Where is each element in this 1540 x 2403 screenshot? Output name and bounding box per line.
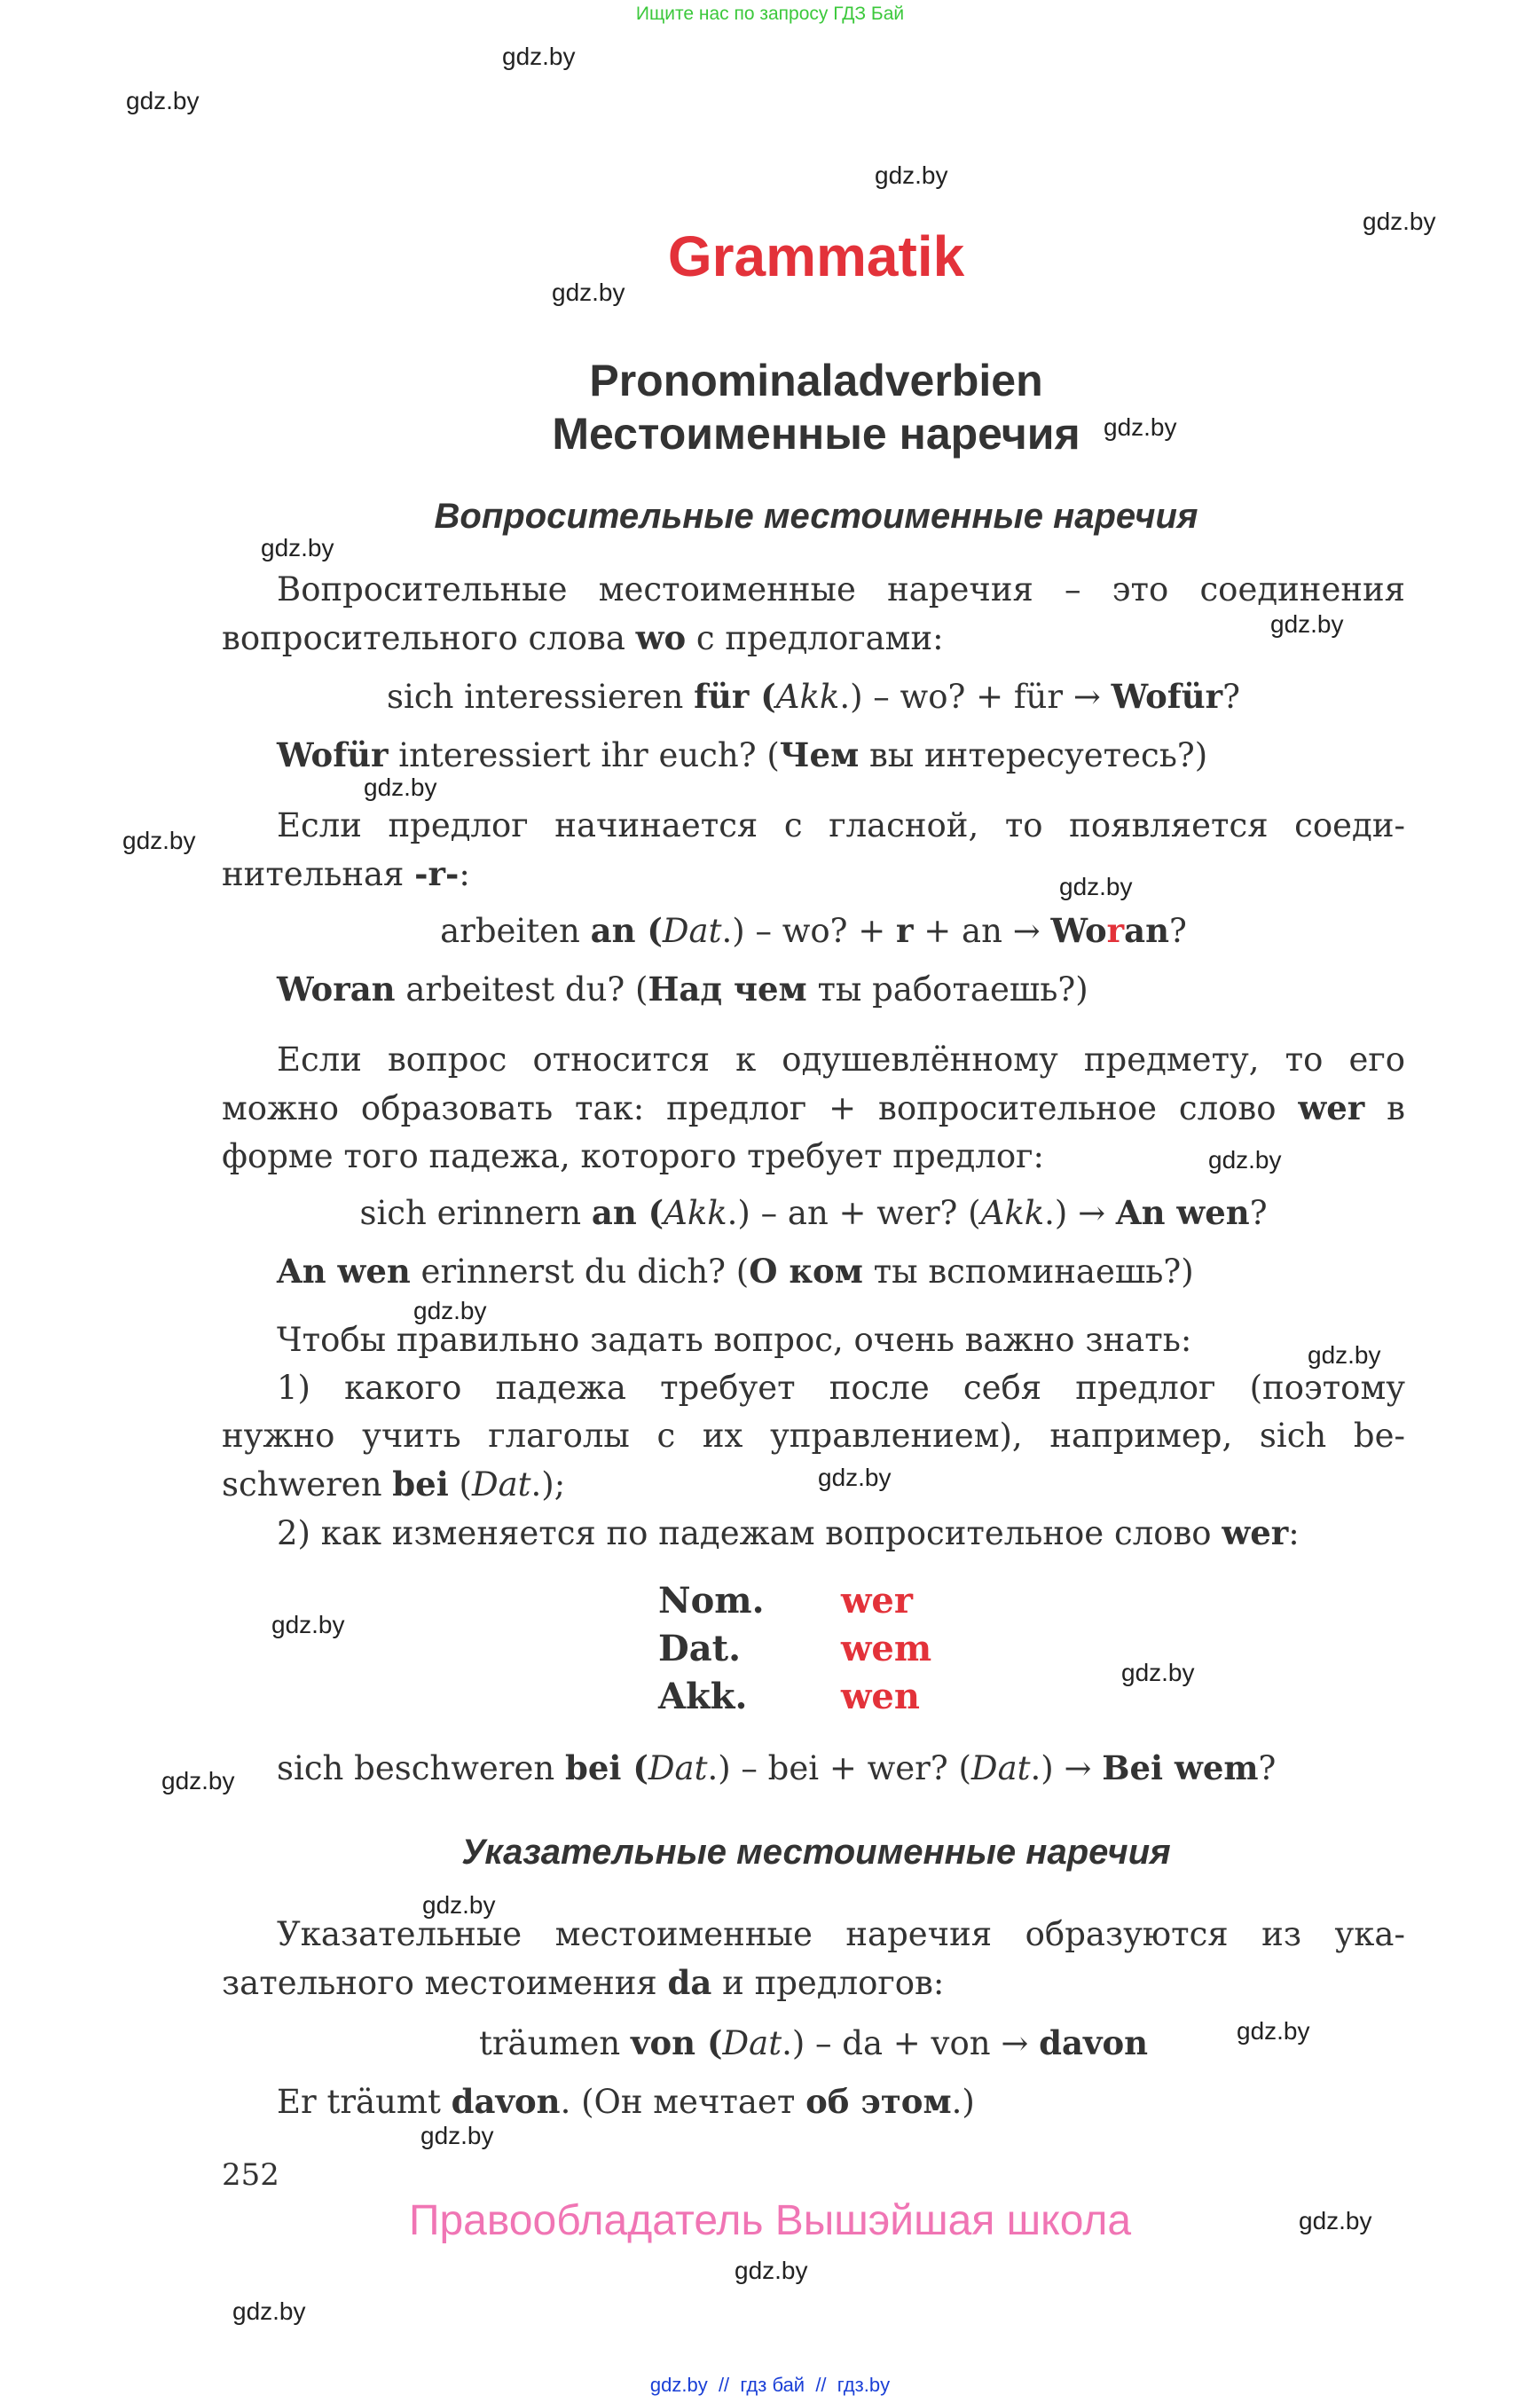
watermark: gdz.by [1270, 610, 1344, 638]
watermark: gdz.by [875, 161, 948, 189]
example-bei-wem: sich beschweren bei (Dat.) – bei + wer? (Dat.) → Bei wem? [277, 1748, 1277, 1787]
watermark: gdz.by [1237, 2017, 1310, 2045]
heading-russian: Местоименные наречия [552, 409, 1080, 459]
paragraph-demonstrative: Указательные местоименные наречия образуются из ука- зательного местоимения da и предлогов: [222, 1915, 1405, 2002]
example-sentence-wofuer: Wofür interessiert ihr euch? (Чем вы интересуетесь?) [277, 735, 1208, 774]
watermark: gdz.by [232, 2297, 306, 2325]
watermark: gdz.by [1059, 873, 1133, 900]
section-title-interrogative: Вопросительные местоименные наречия [434, 497, 1198, 536]
watermark: gdz.by [1363, 208, 1436, 235]
page-title: Grammatik [667, 224, 965, 288]
watermark: gdz.by [122, 827, 196, 854]
watermark: gdz.by [413, 1297, 487, 1324]
case-row: Dat. wem [658, 1628, 932, 1669]
page-number: 252 [222, 2157, 279, 2193]
paragraph-animate: Если вопрос относится к одушевлённому предмету, то его можно образовать так: предлог + вопросительное слово wer в форме того падежа, которого требует предлог: [222, 1041, 1405, 1175]
example-sentence-an-wen: An wen erinnerst du dich? (О ком ты вспоминаешь?) [277, 1252, 1194, 1291]
watermark: gdz.by [1208, 1146, 1282, 1174]
watermark: gdz.by [735, 2257, 808, 2284]
watermark: gdz.by [1308, 1341, 1381, 1369]
watermark: gdz.by [420, 2122, 494, 2149]
watermark: gdz.by [502, 43, 576, 70]
paragraph-know: Чтобы правильно задать вопрос, очень важно знать: 1) какого падежа требует после себя предлог (поэтому нужно учить глаголы с их управлением), например, sich be- schweren bei (Dat.); 2) как изменяется по падежам вопросительное слово wer: [222, 1321, 1405, 1552]
case-row: Akk. wen [658, 1676, 920, 1717]
example-davon: träumen von (Dat.) – da + von → davon [478, 2023, 1149, 2062]
footer-links[interactable]: gdz.by // гдз бай // гдз.by [649, 2374, 891, 2396]
watermark: gdz.by [552, 279, 625, 306]
watermark: gdz.by [261, 534, 334, 561]
watermark: gdz.by [1299, 2207, 1372, 2234]
watermark: gdz.by [1121, 1659, 1195, 1686]
example-woran: arbeiten an (Dat.) – wo? + r + an → Woran? [440, 911, 1187, 950]
watermark: gdz.by [364, 774, 437, 801]
example-wofuer: sich interessieren für (Akk.) – wo? + für → Wofür? [387, 677, 1240, 716]
heading-german: Pronominaladverbien [589, 356, 1043, 405]
text-line: вопросительного слова wo с предлогами: [222, 618, 944, 657]
watermark: gdz.by [1104, 413, 1177, 441]
paragraph-intro [222, 566, 1405, 663]
rights-holder: Правообладатель Вышэйшая школа [408, 2197, 1132, 2244]
example-an-wen: sich erinnern an (Akk.) – an + wer? (Akk.) → An wen? [359, 1193, 1268, 1232]
search-hint-link[interactable]: Ищите нас по запросу ГДЗ Бай [635, 4, 905, 24]
case-table [658, 1577, 931, 1721]
watermark: gdz.by [271, 1611, 345, 1638]
watermark: gdz.by [422, 1891, 496, 1919]
example-sentence-davon: Er träumt davon. (Он мечтает об этом.) [277, 2082, 975, 2121]
case-row: Nom. wer [658, 1580, 913, 1622]
watermark: gdz.by [126, 87, 200, 114]
paragraph-vowel-rule: Если предлог начинается с гласной, то появляется соеди- нительная -r-: [222, 806, 1405, 893]
text-line: Вопросительные местоименные наречия – это соединения [277, 570, 1405, 609]
section-title-demonstrative: Указательные местоименные наречия [461, 1833, 1171, 1872]
watermark: gdz.by [818, 1464, 892, 1491]
example-sentence-woran: Woran arbeitest du? (Над чем ты работаешь?) [277, 970, 1088, 1009]
watermark: gdz.by [161, 1767, 235, 1794]
